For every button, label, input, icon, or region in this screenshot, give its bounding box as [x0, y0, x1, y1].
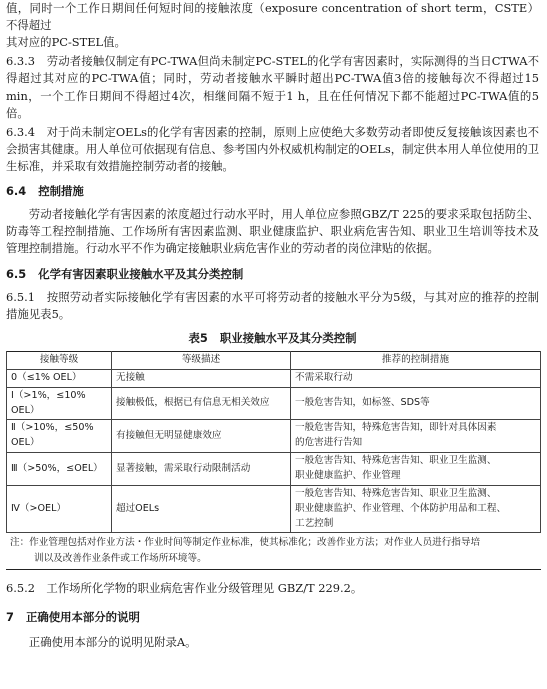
section-heading-7: [6, 609, 539, 626]
table-cell: Ⅰ（>1%，≤10% OEL）: [7, 387, 112, 420]
table-cell: [291, 420, 541, 453]
column-header: 等级描述: [112, 351, 291, 369]
cell-text: 一般危害告知、特殊危害告知、职业卫生监测、: [295, 455, 497, 467]
table-cell: 不需采取行动: [291, 369, 541, 387]
table-header-row: [7, 351, 541, 369]
table-number: 表5: [188, 330, 208, 345]
section-title: 控制措施: [38, 184, 84, 199]
section-heading-6-4: [6, 183, 539, 200]
text-line: 6.5.1 按照劳动者实际接触化学有害因素的水平可将劳动者的接触水平分为5级，与其对应的推荐的控制措施见表5。: [6, 289, 539, 321]
table-cell: 无接触: [112, 369, 291, 387]
paragraph-6-3-4: [6, 124, 539, 175]
table-row: [7, 387, 541, 420]
cell-text: 的危害进行告知: [295, 437, 363, 449]
table-cell: Ⅲ（>50%，≤OEL）: [7, 453, 112, 486]
text-line: 6.5.2 工作场所化学物的职业病危害作业分级管理见 GBZ/T 229.2。: [6, 581, 363, 596]
table-row: [7, 485, 541, 533]
section-title: 正确使用本部分的说明: [25, 610, 140, 625]
text-line: 正确使用本部分的说明见附录A。: [28, 635, 197, 650]
table-cell: 0（≤1% OEL）: [7, 369, 112, 387]
table-cell: 超过OELs: [112, 485, 291, 533]
column-header: 接触等级: [7, 351, 112, 369]
cell-text: 职业健康监护、作业管理、个体防护用品和工程、: [295, 502, 507, 514]
table-caption: [6, 330, 539, 347]
section-number: 6.5: [6, 266, 27, 281]
section-number: 6.4: [6, 184, 27, 199]
cell-text: 工艺控制: [295, 517, 334, 529]
table-cell: 接触极低，根据已有信息无相关效应: [112, 387, 291, 420]
paragraph-6-5-2: [6, 580, 539, 597]
paragraph-stel-continuation: [6, 0, 539, 51]
note-line: 训以及改善作业条件或工作场所环境等。: [34, 552, 207, 564]
table-row: [7, 453, 541, 486]
table-cell: Ⅱ（>10%，≤50% OEL）: [7, 420, 112, 453]
cell-text: 职业健康监护、作业管理: [295, 469, 401, 481]
paragraph-6-4: [6, 206, 539, 257]
table-row: [7, 369, 541, 387]
note-line: 注：作业管理包括对作业方法・作业时间等制定作业标准，使其标准化；改善作业方法；对作业人员进行指导培: [10, 537, 481, 549]
table-cell: [291, 453, 541, 486]
paragraph-6-5-1: [6, 289, 539, 323]
exposure-level-table: [6, 351, 541, 533]
paragraph-7: [6, 634, 539, 651]
table-cell: 有接触但无明显健康效应: [112, 420, 291, 453]
column-header: 推荐的控制措施: [291, 351, 541, 369]
table-cell: Ⅳ（>OEL）: [7, 485, 112, 533]
paragraph-6-3-3: [6, 53, 539, 121]
table-title: 职业接触水平及其分类控制: [219, 330, 357, 345]
table-note: [6, 533, 541, 570]
text-line: 6.3.4 对于尚未制定OELs的化学有害因素的控制，原则上应使绝大多数劳动者即使反复接触该因素也不会损害其健康。用人单位可依据现有信息、参考国内外权威机构制定的OELs，制定供本用人单位使用的卫生标准，并采取有效措施控制劳动者的接触。: [6, 124, 539, 173]
cell-text: 一般危害告知、特殊危害告知、职业卫生监测、: [295, 487, 497, 499]
text-line: 其对应的PC-STEL值。: [6, 35, 126, 50]
section-number: 7: [6, 610, 14, 625]
text-line: 6.3.3 劳动者接触仅制定有PC-TWA但尚未制定PC-STEL的化学有害因素时，实际测得的当日CTWA不得超过其对应的PC-TWA值；同时，劳动者接触水平瞬时超出PC-TWA值3倍的接触每次不得超过15 min，一个工作日期间不得超过4次，相继间隔不短于1 h，且在任何情况下都不能超过PC-TWA值的5倍。: [6, 54, 539, 120]
table-cell: 一般危害告知，如标签、SDS等: [291, 387, 541, 420]
text-line: 值，同时一个工作日期间任何短时间的接触浓度（exposure concentration of short term，CSTE）不得超过: [6, 1, 539, 33]
text-line: 劳动者接触化学有害因素的浓度超过行动水平时，用人单位应参照GBZ/T 225的要求采取包括防尘、防毒等工程控制措施、工作场所有害因素监测、职业健康监护、职业病危害告知、职业卫生培训等技术及管理控制措施。行动水平不作为确定接触职业病危害作业的劳动者的岗位津贴的依据。: [6, 207, 539, 256]
section-heading-6-5: [6, 266, 539, 283]
cell-text: 一般危害告知，特殊危害告知，即针对具体因素: [295, 422, 497, 434]
section-title: 化学有害因素职业接触水平及其分类控制: [38, 266, 244, 281]
table-row: [7, 420, 541, 453]
table-cell: 显著接触，需采取行动限制活动: [112, 453, 291, 486]
table-cell: [291, 485, 541, 533]
